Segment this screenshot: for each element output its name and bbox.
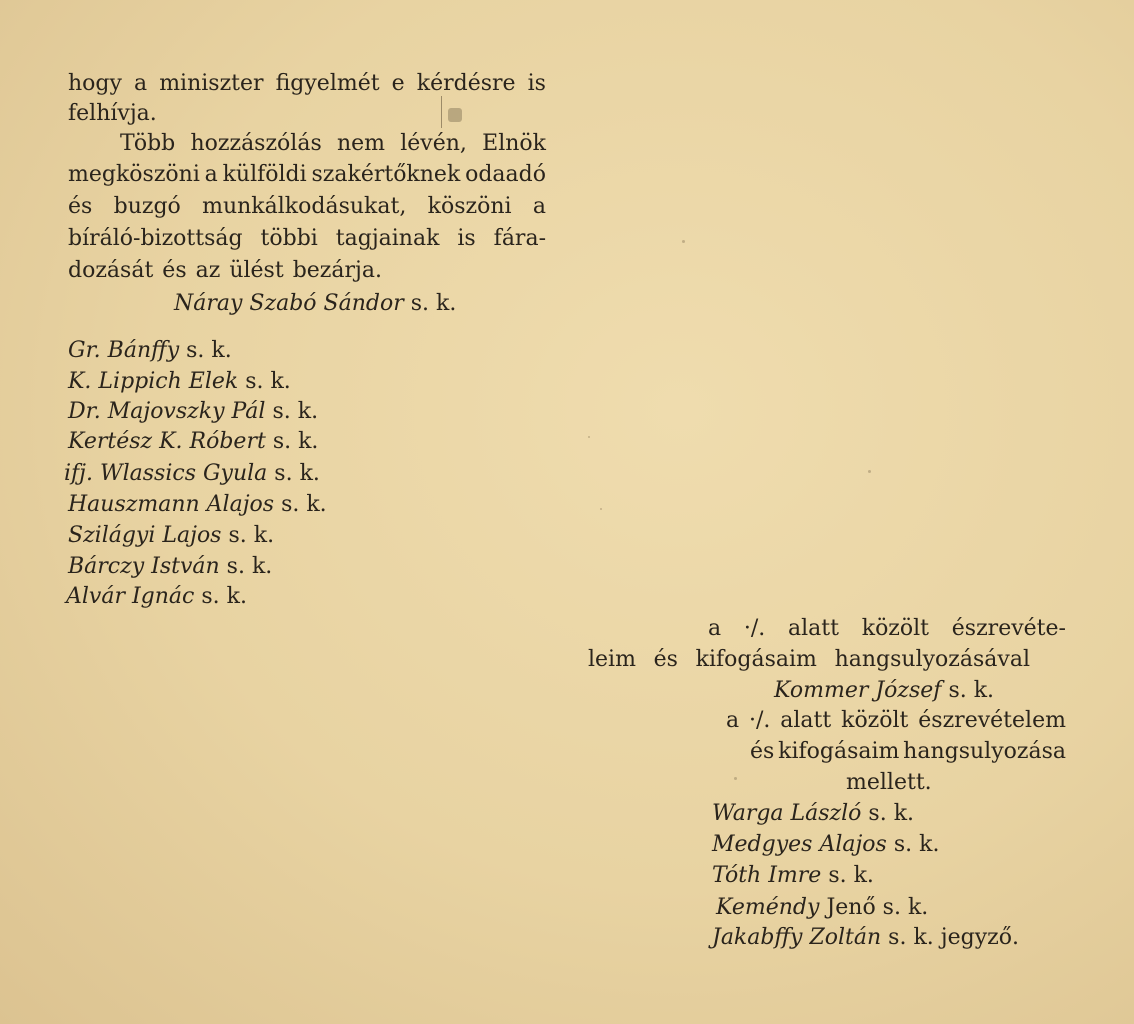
paper-speck [734,777,737,780]
stamp-mark [441,96,466,128]
signature-suffix: s. k. [893,832,940,857]
signature-suffix: s. k. [226,554,273,579]
note-line [588,645,1030,675]
signature-line [774,676,994,706]
signature-name: Bárczy István [68,554,220,579]
signature-suffix: s. k. [186,338,232,363]
signature-name: Jakabffy Zoltán [712,925,882,950]
word: bezárja. [292,258,382,283]
word: észrevételem [918,708,1066,733]
word: tagjainak [335,226,440,251]
signature-name: Gr. Bánffy [68,338,180,363]
paper-speck [600,508,602,510]
signature-suffix: s. k. [410,291,457,316]
note-line [708,614,1066,644]
signature-name: Kertész K. Róbert [68,429,266,454]
paragraph-line-2 [68,99,157,129]
word: is [457,226,476,251]
signature-suffix: s. k. [272,399,319,424]
signature-line [68,427,318,457]
signature-suffix: s. k. [245,369,291,394]
word: a [134,71,148,96]
paragraph-line-1 [68,69,546,99]
word: mellett. [846,770,932,795]
word: odaadó [465,162,546,187]
word: ülést [229,258,284,283]
word: nem [336,131,386,156]
paragraph-line-3 [120,129,546,159]
word: és [68,194,93,219]
word: munkálkodásukat, [202,194,407,219]
signature-suffix: s. k. [228,523,275,548]
note-line [750,737,1066,767]
signature-line [68,367,291,397]
word: megköszöni [68,162,200,187]
word: hozzászólás [190,131,322,156]
word: Elnök [482,131,546,156]
word: kifogásaim [778,739,900,764]
paper-speck [588,436,590,438]
signature-name: Warga László [712,801,862,826]
word: ·/. [743,616,766,641]
signature-name: Hauszmann Alajos [68,492,275,517]
word: és [653,647,678,672]
word: az [195,258,221,283]
note-line [726,706,1066,736]
signature-name: Náray Szabó Sándor [174,291,404,316]
word: a [708,616,722,641]
signature-line [712,830,939,860]
signature-line [68,521,274,551]
signature-name: Kommer József [774,678,942,703]
signature-suffix: Jenő s. k. [826,895,929,920]
signature-suffix: s. k. [948,678,995,703]
signature-name: K. Lippich Elek [68,369,239,394]
word: és [750,739,775,764]
word: külföldi [222,162,307,187]
signature-suffix: s. k. jegyző. [888,925,1019,950]
word: hogy [68,71,122,96]
signature-line [716,893,928,923]
signature-suffix: s. k. [868,801,915,826]
word: és [162,258,187,283]
paragraph-line-4 [68,160,546,190]
signature-name: Szilágyi Lajos [68,523,222,548]
signature-name: ifj. Wlassics Gyula [64,461,268,486]
signature-line [712,923,1019,953]
signature-line [68,490,327,520]
word: kifogásaim [695,647,817,672]
signature-line [64,459,320,489]
word: leim [588,647,636,672]
signature-suffix: s. k. [201,584,247,609]
signature-line [66,582,247,612]
word: észrevéte- [951,616,1066,641]
paper-speck [868,470,871,473]
signature-line [68,336,232,366]
word: e [391,71,405,96]
word: a [726,708,740,733]
signature-name: Medgyes Alajos [712,832,887,857]
word: hangsulyozása [903,739,1066,764]
word: dozását [68,258,154,283]
word: köszöni [427,194,512,219]
word: alatt [780,708,832,733]
signature-line [712,799,914,829]
paragraph-line-5 [68,192,546,222]
signature-suffix: s. k. [274,461,320,486]
word: a [532,194,546,219]
word: hangsulyozásával [834,647,1030,672]
paper-speck [682,240,685,243]
word: felhívja. [68,101,157,126]
note-line [846,768,932,798]
word: szakértőknek [311,162,461,187]
word: miniszter [159,71,264,96]
word: bíráló-bizottság [68,226,243,251]
word: lévén, [400,131,467,156]
word: közölt [841,708,909,733]
word: buzgó [113,194,181,219]
chair-signature [174,289,456,319]
word: Több [120,131,176,156]
signature-suffix: s. k. [281,492,327,517]
signature-line [68,397,318,427]
word: kérdésre [416,71,516,96]
signature-name: Keméndy [716,895,820,920]
signature-suffix: s. k. [828,863,874,888]
word: közölt [861,616,930,641]
signature-name: Dr. Majovszky Pál [68,399,266,424]
signature-line [712,861,874,891]
signature-name: Tóth Imre [712,863,822,888]
word: többi [260,226,318,251]
paragraph-line-7 [68,256,382,286]
word: is [527,71,546,96]
paragraph-line-6 [68,224,546,254]
word: alatt [788,616,839,641]
signature-suffix: s. k. [272,429,319,454]
word: figyelmét [275,71,380,96]
word: fára- [493,226,546,251]
signature-name: Alvár Ignác [66,584,195,609]
signature-line [68,552,272,582]
word: ·/. [749,708,771,733]
word: a [204,162,218,187]
